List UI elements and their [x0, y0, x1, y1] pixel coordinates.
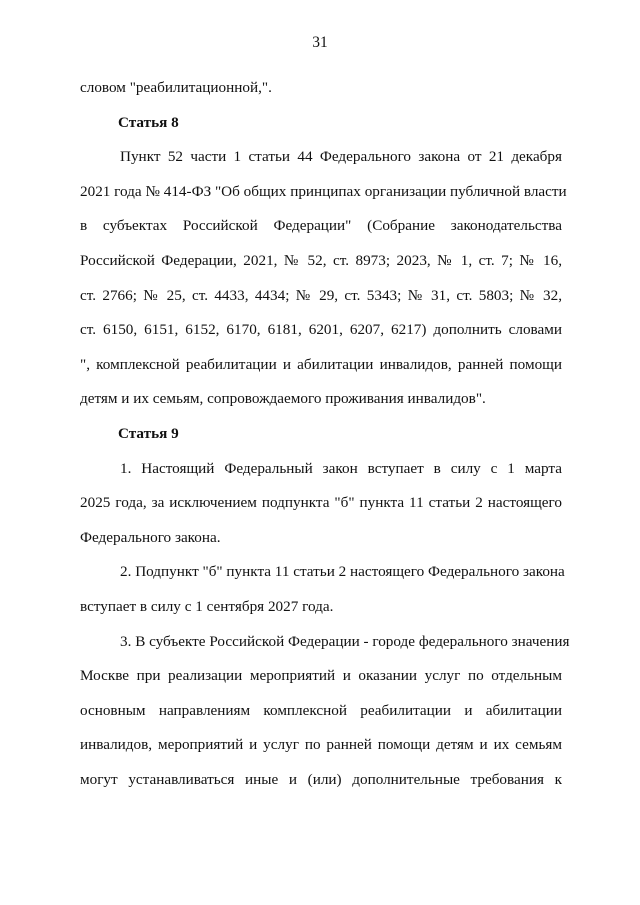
text-line: основным направлениям комплексной реабилитации и абилитации: [80, 701, 562, 719]
text-line: Федерального закона.: [80, 528, 221, 546]
article-9-paragraph-1: [80, 452, 562, 556]
text-line: 2. Подпункт "б" пункта 11 статьи 2 настоящего Федерального закона: [120, 563, 565, 581]
page-number: 31: [312, 34, 328, 51]
article-8-paragraph: [80, 140, 567, 417]
text-line: могут устанавливаться иные и (или) дополнительные требования к: [80, 770, 562, 788]
article-9-paragraph-2: [80, 555, 565, 624]
text-line: детям и их семьям, сопровождаемого проживания инвалидов".: [80, 390, 486, 408]
text-line: ст. 2766; № 25, ст. 4433, 4434; № 29, ст. 5343; № 31, ст. 5803; № 32,: [80, 286, 562, 304]
text-line: в субъектах Российской Федерации" (Собрание законодательства: [80, 217, 562, 235]
article-9-paragraph-3: [80, 625, 570, 798]
document-body: [80, 71, 570, 797]
text-line: Российской Федерации, 2021, № 52, ст. 8973; 2023, № 1, ст. 7; № 16,: [80, 251, 562, 269]
text-line: ст. 6150, 6151, 6152, 6170, 6181, 6201, 6207, 6217) дополнить словами: [80, 321, 562, 339]
text-line: 1. Настоящий Федеральный закон вступает в силу с 1 марта: [120, 459, 562, 477]
text-line: словом "реабилитационной,".: [80, 79, 272, 96]
article-9-heading: Статья 9: [118, 424, 179, 442]
text-line: 2021 года № 414-ФЗ "Об общих принципах организации публичной власти: [80, 182, 567, 200]
text-line: Москве при реализации мероприятий и оказании услуг по отдельным: [80, 667, 562, 685]
article-8-heading: Статья 8: [118, 113, 179, 131]
text-line: вступает в силу с 1 сентября 2027 года.: [80, 597, 334, 615]
text-line: Пункт 52 части 1 статьи 44 Федерального закона от 21 декабря: [120, 148, 562, 166]
text-line: 2025 года, за исключением подпункта "б" пункта 11 статьи 2 настоящего: [80, 494, 562, 512]
text-line: ", комплексной реабилитации и абилитации инвалидов, ранней помощи: [80, 355, 562, 373]
text-line: инвалидов, мероприятий и услуг по ранней помощи детям и их семьям: [80, 736, 562, 754]
text-line: 3. В субъекте Российской Федерации - городе федерального значения: [120, 632, 570, 650]
